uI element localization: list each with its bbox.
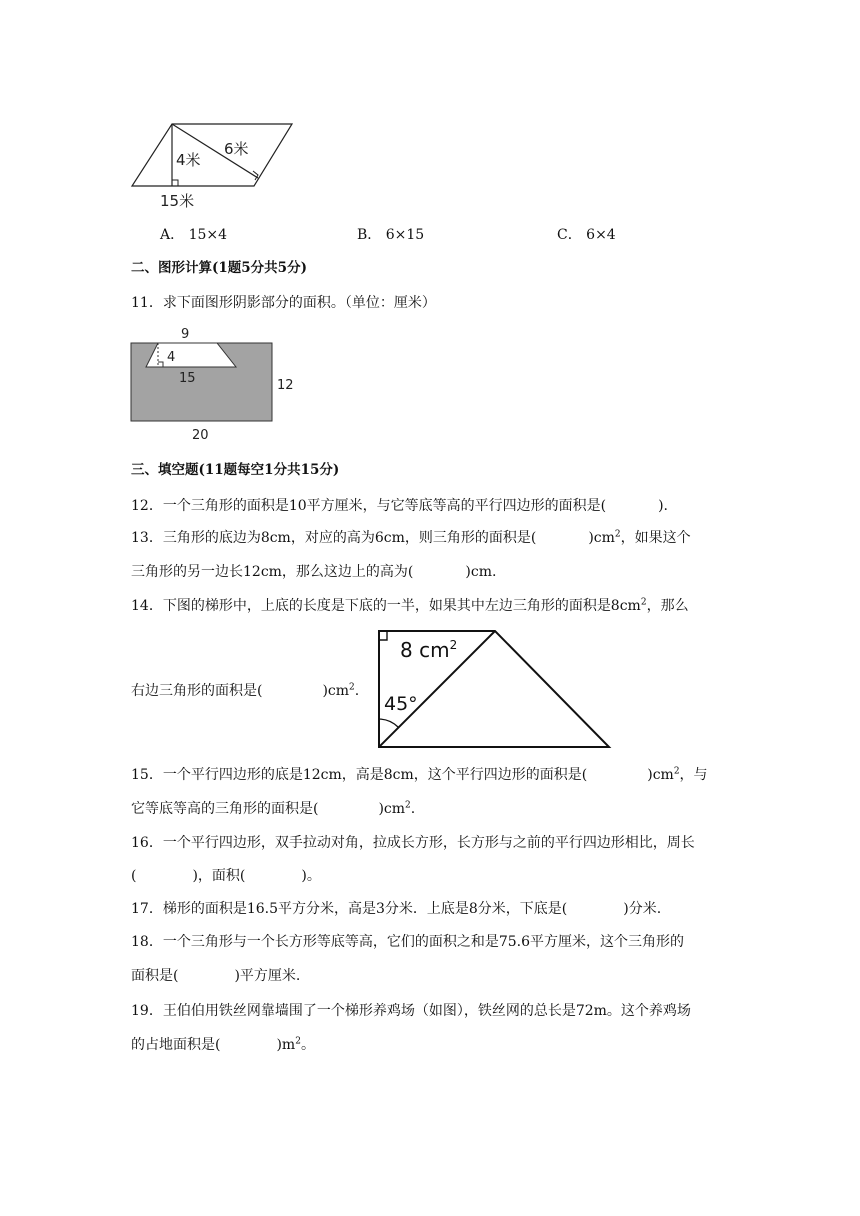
question-16-line-1: 16．一个平行四边形，双手拉动对角，拉成长方形，长方形与之前的平行四边形相比，周长 <box>131 835 695 851</box>
label-side-12: 12 <box>277 378 294 393</box>
trapezoid-figure <box>370 625 618 753</box>
angle-label: 45° <box>384 693 418 715</box>
question-18-line-1: 18．一个三角形与一个长方形等底等高，它们的面积之和是75.6平方厘米，这个三角形的 <box>131 934 684 950</box>
label-4m: 4米 <box>176 151 201 169</box>
question-15-line-2: 它等底等高的三角形的面积是( )$cm^2$. <box>131 800 416 817</box>
label-top-9: 9 <box>181 327 190 342</box>
question-15-line-1: 15．一个平行四边形的底是12cm，高是8cm，这个平行四边形的面积是( )$cm^2$，与 <box>131 766 708 783</box>
section-3-title: 三、填空题(11题每空1分共15分) <box>131 462 340 478</box>
option-c[interactable]: C． 6×4 <box>557 227 616 243</box>
question-19-line-2: 的占地面积是( )$m^2$。 <box>131 1036 315 1053</box>
option-b[interactable]: B． 6×15 <box>357 227 425 243</box>
area-label: 8 $cm^2$ <box>400 638 458 662</box>
question-18-line-2: 面积是( )平方厘米. <box>131 968 301 984</box>
parallelogram-figure <box>128 118 298 210</box>
label-width-20: 20 <box>192 428 209 443</box>
label-6m: 6米 <box>224 140 249 158</box>
question-14-line-2: 右边三角形的面积是( )$cm^2$. <box>131 682 360 699</box>
label-15m: 15米 <box>160 192 195 210</box>
question-19-line-1: 19．王伯伯用铁丝网靠墙围了一个梯形养鸡场（如图），铁丝网的总长是72m。这个养鸡场 <box>131 1003 691 1019</box>
question-12: 12．一个三角形的面积是10平方厘米，与它等底等高的平行四边形的面积是( ). <box>131 498 669 514</box>
question-16-line-2: ( )，面积( )。 <box>131 868 321 884</box>
question-13-line-2: 三角形的另一边长12cm，那么这边上的高为( )cm. <box>131 564 497 580</box>
option-a[interactable]: A． 15×4 <box>160 227 228 243</box>
question-13-line-1: 13．三角形的底边为8cm，对应的高为6cm，则三角形的面积是( )$cm^2$，如果这个 <box>131 529 691 546</box>
label-height-4: 4 <box>167 350 176 365</box>
question-14-line-1: 14．下图的梯形中，上底的长度是下底的一半，如果其中左边三角形的面积是$8cm^2$，那么 <box>131 597 689 614</box>
shaded-area-figure <box>126 323 306 445</box>
section-2-title: 二、图形计算(1题5分共5分) <box>131 260 307 276</box>
question-11: 11．求下面图形阴影部分的面积。（单位：厘米） <box>131 295 436 311</box>
question-17: 17．梯形的面积是16.5平方分米，高是3分米．上底是8分米，下底是( )分米. <box>131 901 662 917</box>
label-bottom-15: 15 <box>179 371 196 386</box>
